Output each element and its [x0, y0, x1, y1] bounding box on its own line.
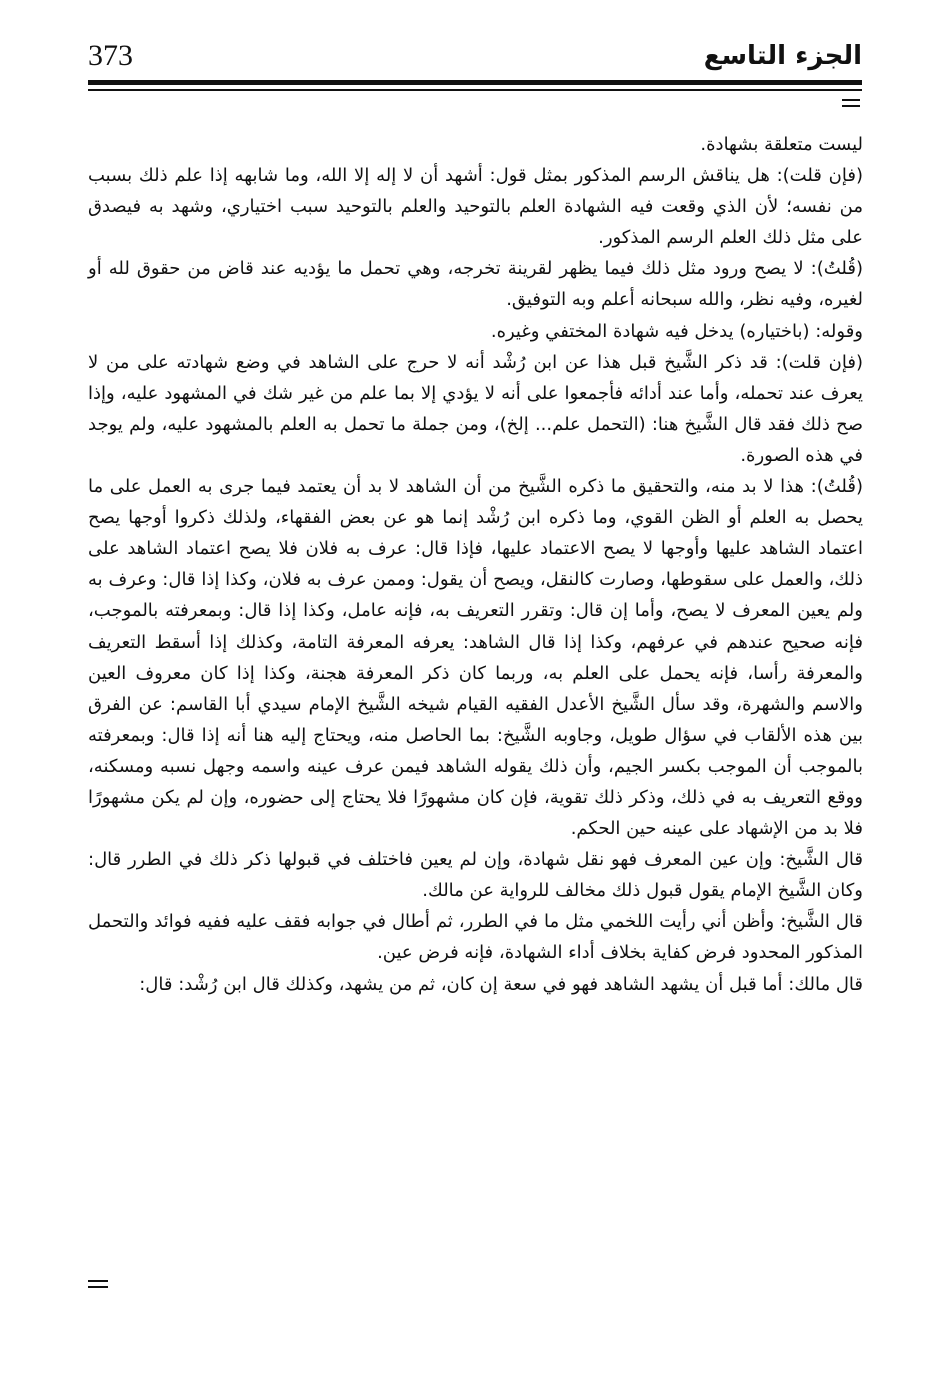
- paragraph: قال مالك: أما قبل أن يشهد الشاهد فهو في سعة إن كان، ثم من يشهد، وكذلك قال ابن رُشْد: قال:: [139, 973, 863, 995]
- header-rule-thick: [88, 80, 862, 85]
- footer-continuation-mark: [88, 1280, 108, 1292]
- paragraph: وقوله: (باختياره) يدخل فيه شهادة المختفي وغيره.: [490, 320, 863, 342]
- paragraph: (قُلتُ): لا يصح ورود مثل ذلك فيما يظهر لقرينة تخرجه، وهي تحمل ما يؤديه عند قاض من حقوق لله أو لغيره، وفيه نظر، والله سبحانه أعلم وبه التوفيق.: [88, 258, 863, 311]
- body-text: [88, 129, 863, 1000]
- paragraph: قال الشَّيخ: وأظن أني رأيت اللخمي مثل ما في الطرر، ثم أطال في جوابه فقف عليه ففيه فوائد والتحمل المذكور المحدود فرض كفاية بخلاف أداء الشهادة، فإنه فرض عين.: [88, 911, 863, 964]
- page-number: 373: [88, 39, 133, 72]
- paragraph: (فإن قلت): قد ذكر الشَّيخ قبل هذا عن ابن رُشْد أنه لا حرج على الشاهد في وضع شهادته على من لا يعرف عند تحمله، وأما عند أدائه فأجمعوا على أنه لا يؤدي إلا بما علم من غير شك في المشهود عليه، وإذا صح ذلك فقد قال الشَّيخ هنا: (التحمل علم... إلخ)، ومن جملة ما تحمل به العلم بالمشهود عليه، ولم يوجد في هذه الصورة.: [88, 351, 863, 466]
- paragraph: (فإن قلت): هل يناقش الرسم المذكور بمثل قول: أشهد أن لا إله إلا الله، وما شابهه إذا علم ذلك بسبب من نفسه؛ لأن الذي وقعت فيه الشهادة العلم بالتوحيد والعلم بالتوحيد سبب اختياري، وشهد به فيصدق على مثل ذلك العلم الرسم المذكور.: [88, 165, 863, 249]
- paragraph: (قُلتُ): هذا لا بد منه، والتحقيق ما ذكره الشَّيخ من أن الشاهد لا بد أن يعتمد فيما جرى به العمل على ما يحصل به العلم أو الظن القوي، وما ذكره ابن رُشْد إنما هو عن بعض الفقهاء، ولذلك ذكروا أوجها يصح اعتماد الشاهد عليها وأوجها لا يصح الاعتماد عليها، فإذا قال: عرف به فلان فلا يصح اعتماد الشاهد على ذلك، والعمل على سقوطها، وصارت كالنقل، ويصح أن يقول: وممن عرف به فلان، وكذا إذا قال: وعرف به ولم يعين المعرف لا يصح، وأما إن قال: وتقرر التعريف به، فإنه عامل، وكذا إذا قال: وبمعرفته بالموجب، فإنه صحيح عندهم في عرفهم، وكذا إذا قال الشاهد: يعرفه المعرفة التامة، وكذلك إذا أسقط التعريف والمعرفة رأسا، فإنه يحمل على العلم به، وربما كان ذكر المعرفة هجنة، وكذا إذا كان معروف العين والاسم والشهرة، وقد سأل الشَّيخ الأعدل الفقيه القيام شيخه الشَّيخ الإمام سيدي أبا القاسم: عن الفرق بين هذه الألقاب في سؤال طويل، وجاوبه الشَّيخ: بما الحاصل منه، ويحتاج إليه هنا أنه إذا قال: وبمعرفته بالموجب أن الموجب بكسر الجيم، وأن ذلك يقوله الشاهد فيمن عرف عينه واسمه وجهل نسبه ومسكنه، ووقع التعريف به في ذلك، وذكر ذلك تقوية، فإن كان مشهورًا فلا يحتاج إلى حضوره، وإن لم يكن مشهورًا فلا بد من الإشهاد على عينه حين الحكم.: [88, 476, 863, 840]
- paragraph: قال الشَّيخ: وإن عين المعرف فهو نقل شهادة، وإن لم يعين فاختلف في قبولها ذكر ذلك في الطرر قال: وكان الشَّيخ الإمام يقول قبول ذلك مخالف للرواية عن مالك.: [88, 849, 863, 902]
- header-rule-thin: [88, 89, 862, 91]
- running-head-title: الجزء التاسع: [703, 41, 862, 71]
- paragraph: ليست متعلقة بشهادة.: [700, 134, 863, 155]
- header-continuation-mark: [842, 99, 860, 111]
